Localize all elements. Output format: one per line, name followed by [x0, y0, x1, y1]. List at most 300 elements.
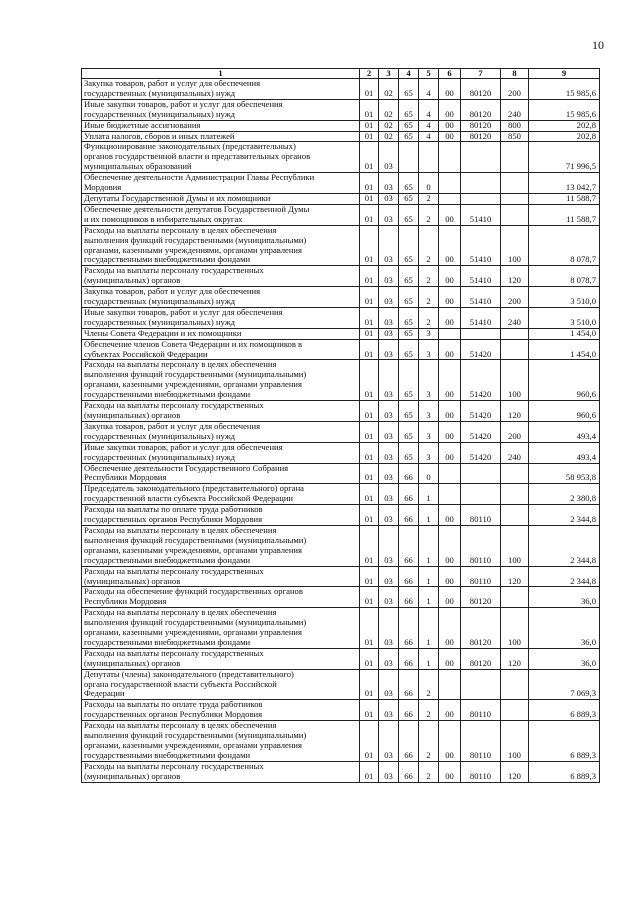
amount: 1 454,0	[529, 328, 600, 339]
target-code: 80110	[461, 566, 501, 587]
description-line: Расходы на выплаты персоналу государственных	[84, 761, 264, 771]
amount: 71 996,5	[529, 142, 600, 173]
description-line: Расходы на выплаты персоналу в целях обеспечения	[84, 359, 277, 370]
row-description	[82, 360, 360, 401]
program-code: 66	[399, 566, 419, 587]
direction-code	[439, 328, 461, 339]
description-line: государственных органов Республики Мордовия	[84, 514, 263, 525]
expense-type-code: 100	[501, 225, 529, 266]
expense-type-code	[501, 700, 529, 721]
subprogram-code: 2	[419, 287, 439, 308]
amount: 36,0	[529, 608, 600, 649]
subsection-code: 03	[379, 587, 399, 608]
subprogram-code: 2	[419, 669, 439, 700]
expense-type-code: 120	[501, 266, 529, 287]
program-code: 66	[399, 761, 419, 782]
subprogram-code: 2	[419, 204, 439, 225]
amount: 15 985,6	[529, 99, 600, 120]
description-line: органами, казенными учреждениями, органами управления	[84, 244, 302, 255]
description-line: Члены Совета Федерации и их помощники	[84, 328, 242, 338]
description-line: Закупка товаров, работ и услуг для обеспечения	[84, 421, 261, 431]
row-description	[82, 142, 360, 173]
target-code: 51410	[461, 204, 501, 225]
amount: 7 069,3	[529, 669, 600, 700]
direction-code	[439, 173, 461, 194]
description-line: Республики Мордовия	[84, 472, 167, 483]
section-code: 01	[360, 648, 379, 669]
amount: 6 889,3	[529, 721, 600, 762]
target-code: 80120	[461, 587, 501, 608]
description-line: и их помощников в избирательных округах	[84, 213, 243, 224]
description-line: муниципальных образований	[84, 161, 192, 172]
subsection-code: 03	[379, 442, 399, 463]
expense-type-code	[501, 204, 529, 225]
description-line: Обеспечение деятельности Государственного Собрания	[84, 463, 289, 473]
row-description	[82, 193, 360, 204]
table-row	[82, 120, 600, 131]
section-code: 01	[360, 566, 379, 587]
row-description	[82, 669, 360, 700]
table-row	[82, 648, 600, 669]
target-code: 80120	[461, 79, 501, 100]
row-description	[82, 401, 360, 422]
row-description	[82, 99, 360, 120]
table-row	[82, 587, 600, 608]
program-code: 66	[399, 700, 419, 721]
amount: 58 953,8	[529, 463, 600, 484]
table-row	[82, 761, 600, 782]
table-row	[82, 131, 600, 142]
section-code: 01	[360, 700, 379, 721]
table-row	[82, 608, 600, 649]
target-code	[461, 173, 501, 194]
program-code: 65	[399, 401, 419, 422]
subsection-code: 03	[379, 339, 399, 360]
header-cell: 1	[82, 69, 360, 79]
row-description	[82, 608, 360, 649]
expense-type-code: 240	[501, 307, 529, 328]
subprogram-code: 1	[419, 648, 439, 669]
expense-type-code: 200	[501, 421, 529, 442]
table-row	[82, 287, 600, 308]
table-row	[82, 307, 600, 328]
amount: 11 588,7	[529, 204, 600, 225]
row-description	[82, 700, 360, 721]
program-code: 65	[399, 99, 419, 120]
subprogram-code: 3	[419, 421, 439, 442]
expense-type-code	[501, 484, 529, 505]
subprogram-code: 3	[419, 328, 439, 339]
table-row	[82, 79, 600, 100]
row-description	[82, 173, 360, 194]
direction-code	[439, 669, 461, 700]
target-code: 80120	[461, 648, 501, 669]
description-line: Расходы на выплаты персоналу государственных	[84, 400, 264, 411]
amount: 2 344,8	[529, 525, 600, 566]
description-line: Расходы на выплаты персоналу государственных	[84, 566, 264, 576]
description-line: Расходы на выплаты по оплате труда работников	[84, 699, 263, 710]
description-line: Функционирование законодательных (представительных)	[84, 141, 296, 152]
expense-type-code	[501, 193, 529, 204]
table-row	[82, 505, 600, 526]
row-description	[82, 648, 360, 669]
row-description	[82, 287, 360, 308]
subprogram-code: 2	[419, 307, 439, 328]
table-row	[82, 99, 600, 120]
subsection-code: 03	[379, 328, 399, 339]
subsection-code: 03	[379, 505, 399, 526]
subsection-code: 03	[379, 421, 399, 442]
description-line: государственными внебюджетными фондами	[84, 254, 251, 265]
header-cell: 2	[360, 69, 379, 79]
row-description	[82, 225, 360, 266]
row-description	[82, 120, 360, 131]
subsection-code: 03	[379, 669, 399, 700]
expense-type-code	[501, 587, 529, 608]
table-row	[82, 173, 600, 194]
expense-type-code: 120	[501, 566, 529, 587]
subprogram-code: 2	[419, 266, 439, 287]
description-line: государственными внебюджетными фондами	[84, 749, 251, 760]
direction-code: 00	[439, 525, 461, 566]
subsection-code: 03	[379, 225, 399, 266]
expense-type-code: 200	[501, 79, 529, 100]
target-code: 80120	[461, 120, 501, 131]
direction-code: 00	[439, 120, 461, 131]
description-line: (муниципальных) органов	[84, 275, 181, 286]
description-line: Расходы на выплаты персоналу в целях обеспечения	[84, 225, 277, 235]
amount: 13 042,7	[529, 173, 600, 194]
subsection-code: 03	[379, 307, 399, 328]
program-code: 65	[399, 131, 419, 142]
target-code: 80110	[461, 525, 501, 566]
description-line: государственной власти субъекта Российской Федерации	[84, 493, 294, 504]
table-row	[82, 193, 600, 204]
program-code: 66	[399, 484, 419, 505]
subsection-code: 03	[379, 287, 399, 308]
direction-code: 00	[439, 266, 461, 287]
subprogram-code: 2	[419, 193, 439, 204]
section-code: 01	[360, 421, 379, 442]
expense-type-code	[501, 328, 529, 339]
direction-code: 00	[439, 287, 461, 308]
table-row	[82, 566, 600, 587]
program-code: 66	[399, 648, 419, 669]
subprogram-code: 4	[419, 79, 439, 100]
description-line: государственных (муниципальных) нужд	[84, 316, 236, 327]
table-row	[82, 266, 600, 287]
description-line: Расходы на выплаты персоналу государственных	[84, 648, 264, 658]
direction-code: 00	[439, 99, 461, 120]
description-line: Федерации	[84, 688, 125, 699]
row-description	[82, 566, 360, 587]
amount: 6 889,3	[529, 761, 600, 782]
subsection-code: 02	[379, 99, 399, 120]
description-line: Обеспечение членов Совета Федерации и их помощников в	[84, 339, 303, 349]
expense-type-code: 120	[501, 401, 529, 422]
row-description	[82, 266, 360, 287]
amount: 2 344,8	[529, 566, 600, 587]
subprogram-code: 1	[419, 587, 439, 608]
table-body	[82, 79, 600, 783]
target-code	[461, 142, 501, 173]
table-row	[82, 700, 600, 721]
description-line: Обеспечение деятельности депутатов Государственной Думы	[84, 204, 310, 214]
target-code: 51420	[461, 401, 501, 422]
direction-code: 00	[439, 339, 461, 360]
amount: 202,8	[529, 120, 600, 131]
amount: 1 454,0	[529, 339, 600, 360]
direction-code	[439, 193, 461, 204]
amount: 2 344,8	[529, 505, 600, 526]
description-line: государственными внебюджетными фондами	[84, 389, 251, 400]
expense-type-code: 800	[501, 120, 529, 131]
subprogram-code: 2	[419, 700, 439, 721]
description-line: Расходы на обеспечение функций государственных органов	[84, 586, 303, 597]
description-line: органами, казенными учреждениями, органами управления	[84, 379, 302, 390]
subsection-code: 03	[379, 401, 399, 422]
program-code: 65	[399, 442, 419, 463]
table-row	[82, 442, 600, 463]
section-code: 01	[360, 360, 379, 401]
section-code: 01	[360, 307, 379, 328]
row-description	[82, 204, 360, 225]
amount: 960,6	[529, 401, 600, 422]
section-code: 01	[360, 120, 379, 131]
target-code: 51420	[461, 442, 501, 463]
description-line: Закупка товаров, работ и услуг для обеспечения	[84, 78, 261, 88]
subsection-code: 03	[379, 700, 399, 721]
description-line: государственных (муниципальных) нужд	[84, 108, 236, 119]
subsection-code: 03	[379, 193, 399, 204]
direction-code: 00	[439, 505, 461, 526]
direction-code: 00	[439, 587, 461, 608]
program-code: 65	[399, 204, 419, 225]
program-code: 66	[399, 669, 419, 700]
subsection-code: 03	[379, 721, 399, 762]
section-code: 01	[360, 173, 379, 194]
program-code: 66	[399, 525, 419, 566]
description-line: Иные бюджетные ассигнования	[84, 120, 201, 130]
direction-code: 00	[439, 360, 461, 401]
description-line: (муниципальных) органов	[84, 770, 181, 781]
table-row	[82, 525, 600, 566]
description-line: государственными внебюджетными фондами	[84, 554, 251, 565]
subprogram-code: 4	[419, 120, 439, 131]
section-code: 01	[360, 287, 379, 308]
target-code: 80120	[461, 99, 501, 120]
budget-table	[81, 68, 600, 783]
subprogram-code: 1	[419, 566, 439, 587]
program-code: 66	[399, 587, 419, 608]
row-description	[82, 525, 360, 566]
table-row	[82, 328, 600, 339]
header-cell: 5	[419, 69, 439, 79]
section-code: 01	[360, 131, 379, 142]
subprogram-code: 4	[419, 99, 439, 120]
row-description	[82, 307, 360, 328]
description-line: государственными внебюджетными фондами	[84, 636, 251, 647]
amount: 36,0	[529, 648, 600, 669]
amount: 3 510,0	[529, 287, 600, 308]
subprogram-code: 2	[419, 761, 439, 782]
target-code	[461, 669, 501, 700]
subsection-code: 03	[379, 173, 399, 194]
target-code	[461, 193, 501, 204]
row-description	[82, 463, 360, 484]
section-code: 01	[360, 79, 379, 100]
section-code: 01	[360, 328, 379, 339]
expense-type-code: 120	[501, 648, 529, 669]
target-code: 51420	[461, 339, 501, 360]
section-code: 01	[360, 721, 379, 762]
row-description	[82, 484, 360, 505]
target-code: 80110	[461, 700, 501, 721]
description-line: Депутаты (члены) законодательного (представительного)	[84, 669, 294, 679]
subsection-code: 03	[379, 142, 399, 173]
description-line: Расходы на выплаты персоналу государственных	[84, 265, 264, 276]
subsection-code: 03	[379, 266, 399, 287]
expense-type-code: 100	[501, 608, 529, 649]
row-description	[82, 505, 360, 526]
row-description	[82, 79, 360, 100]
expense-type-code: 850	[501, 131, 529, 142]
description-line: Расходы на выплаты персоналу в целях обеспечения	[84, 525, 277, 535]
subprogram-code: 3	[419, 442, 439, 463]
description-line: выполнения функций государственными (муниципальными)	[84, 730, 307, 741]
header-cell: 6	[439, 69, 461, 79]
expense-type-code: 240	[501, 442, 529, 463]
description-line: органа государственной власти субъекта Российской	[84, 678, 277, 689]
expense-type-code: 200	[501, 287, 529, 308]
program-code: 65	[399, 307, 419, 328]
description-line: Уплата налогов, сборов и иных платежей	[84, 131, 235, 141]
program-code: 65	[399, 120, 419, 131]
direction-code: 00	[439, 204, 461, 225]
description-line: (муниципальных) органов	[84, 575, 181, 586]
section-code: 01	[360, 339, 379, 360]
table-row	[82, 339, 600, 360]
direction-code: 00	[439, 700, 461, 721]
description-line: (муниципальных) органов	[84, 657, 181, 668]
section-code: 01	[360, 525, 379, 566]
header-cell: 7	[461, 69, 501, 79]
table-row	[82, 463, 600, 484]
subprogram-code: 4	[419, 131, 439, 142]
subsection-code: 02	[379, 79, 399, 100]
target-code: 80120	[461, 131, 501, 142]
description-line: субъектах Российской Федерации	[84, 348, 208, 359]
direction-code: 00	[439, 648, 461, 669]
description-line: выполнения функций государственными (муниципальными)	[84, 369, 307, 380]
subsection-code: 03	[379, 566, 399, 587]
subprogram-code: 1	[419, 505, 439, 526]
expense-type-code: 240	[501, 99, 529, 120]
table-row	[82, 360, 600, 401]
expense-type-code	[501, 173, 529, 194]
target-code: 80110	[461, 505, 501, 526]
description-line: органами, казенными учреждениями, органами управления	[84, 627, 302, 638]
header-cell: 3	[379, 69, 399, 79]
program-code: 66	[399, 463, 419, 484]
expense-type-code	[501, 463, 529, 484]
description-line: государственных (муниципальных) нужд	[84, 451, 236, 462]
expense-type-code: 120	[501, 761, 529, 782]
target-code	[461, 328, 501, 339]
subprogram-code: 3	[419, 360, 439, 401]
subprogram-code: 0	[419, 173, 439, 194]
target-code: 51410	[461, 287, 501, 308]
description-line: государственных органов Республики Мордовия	[84, 709, 263, 720]
description-line: выполнения функций государственными (муниципальными)	[84, 234, 307, 245]
program-code: 65	[399, 266, 419, 287]
amount: 15 985,6	[529, 79, 600, 100]
target-code: 51420	[461, 360, 501, 401]
direction-code	[439, 484, 461, 505]
section-code: 01	[360, 442, 379, 463]
program-code: 66	[399, 505, 419, 526]
direction-code: 00	[439, 401, 461, 422]
section-code: 01	[360, 266, 379, 287]
section-code: 01	[360, 484, 379, 505]
program-code: 65	[399, 421, 419, 442]
program-code: 65	[399, 193, 419, 204]
description-line: Председатель законодательного (представительного) органа	[84, 483, 304, 494]
header-cell: 8	[501, 69, 529, 79]
direction-code	[439, 463, 461, 484]
section-code: 01	[360, 142, 379, 173]
description-line: государственных (муниципальных) нужд	[84, 87, 236, 98]
expense-type-code: 100	[501, 525, 529, 566]
description-line: государственных (муниципальных) нужд	[84, 296, 236, 307]
subprogram-code: 1	[419, 608, 439, 649]
subsection-code: 03	[379, 484, 399, 505]
target-code	[461, 484, 501, 505]
table-row	[82, 421, 600, 442]
row-description	[82, 442, 360, 463]
amount: 493,4	[529, 442, 600, 463]
section-code: 01	[360, 99, 379, 120]
program-code: 65	[399, 173, 419, 194]
subsection-code: 03	[379, 525, 399, 566]
section-code: 01	[360, 608, 379, 649]
section-code: 01	[360, 587, 379, 608]
amount: 36,0	[529, 587, 600, 608]
section-code: 01	[360, 669, 379, 700]
subprogram-code: 1	[419, 484, 439, 505]
page-number: 10	[592, 38, 604, 52]
program-code: 66	[399, 721, 419, 762]
amount: 3 510,0	[529, 307, 600, 328]
target-code: 51410	[461, 307, 501, 328]
row-description	[82, 421, 360, 442]
table-row	[82, 484, 600, 505]
subsection-code: 03	[379, 204, 399, 225]
subprogram-code: 3	[419, 339, 439, 360]
table-row	[82, 225, 600, 266]
expense-type-code: 100	[501, 721, 529, 762]
amount: 202,8	[529, 131, 600, 142]
section-code: 01	[360, 463, 379, 484]
description-line: органами, казенными учреждениями, органами управления	[84, 740, 302, 750]
program-code	[399, 142, 419, 173]
row-description	[82, 587, 360, 608]
description-line: Иные закупки товаров, работ и услуг для обеспечения	[84, 307, 283, 317]
amount: 2 380,8	[529, 484, 600, 505]
program-code: 66	[399, 608, 419, 649]
direction-code: 00	[439, 79, 461, 100]
subsection-code: 02	[379, 120, 399, 131]
